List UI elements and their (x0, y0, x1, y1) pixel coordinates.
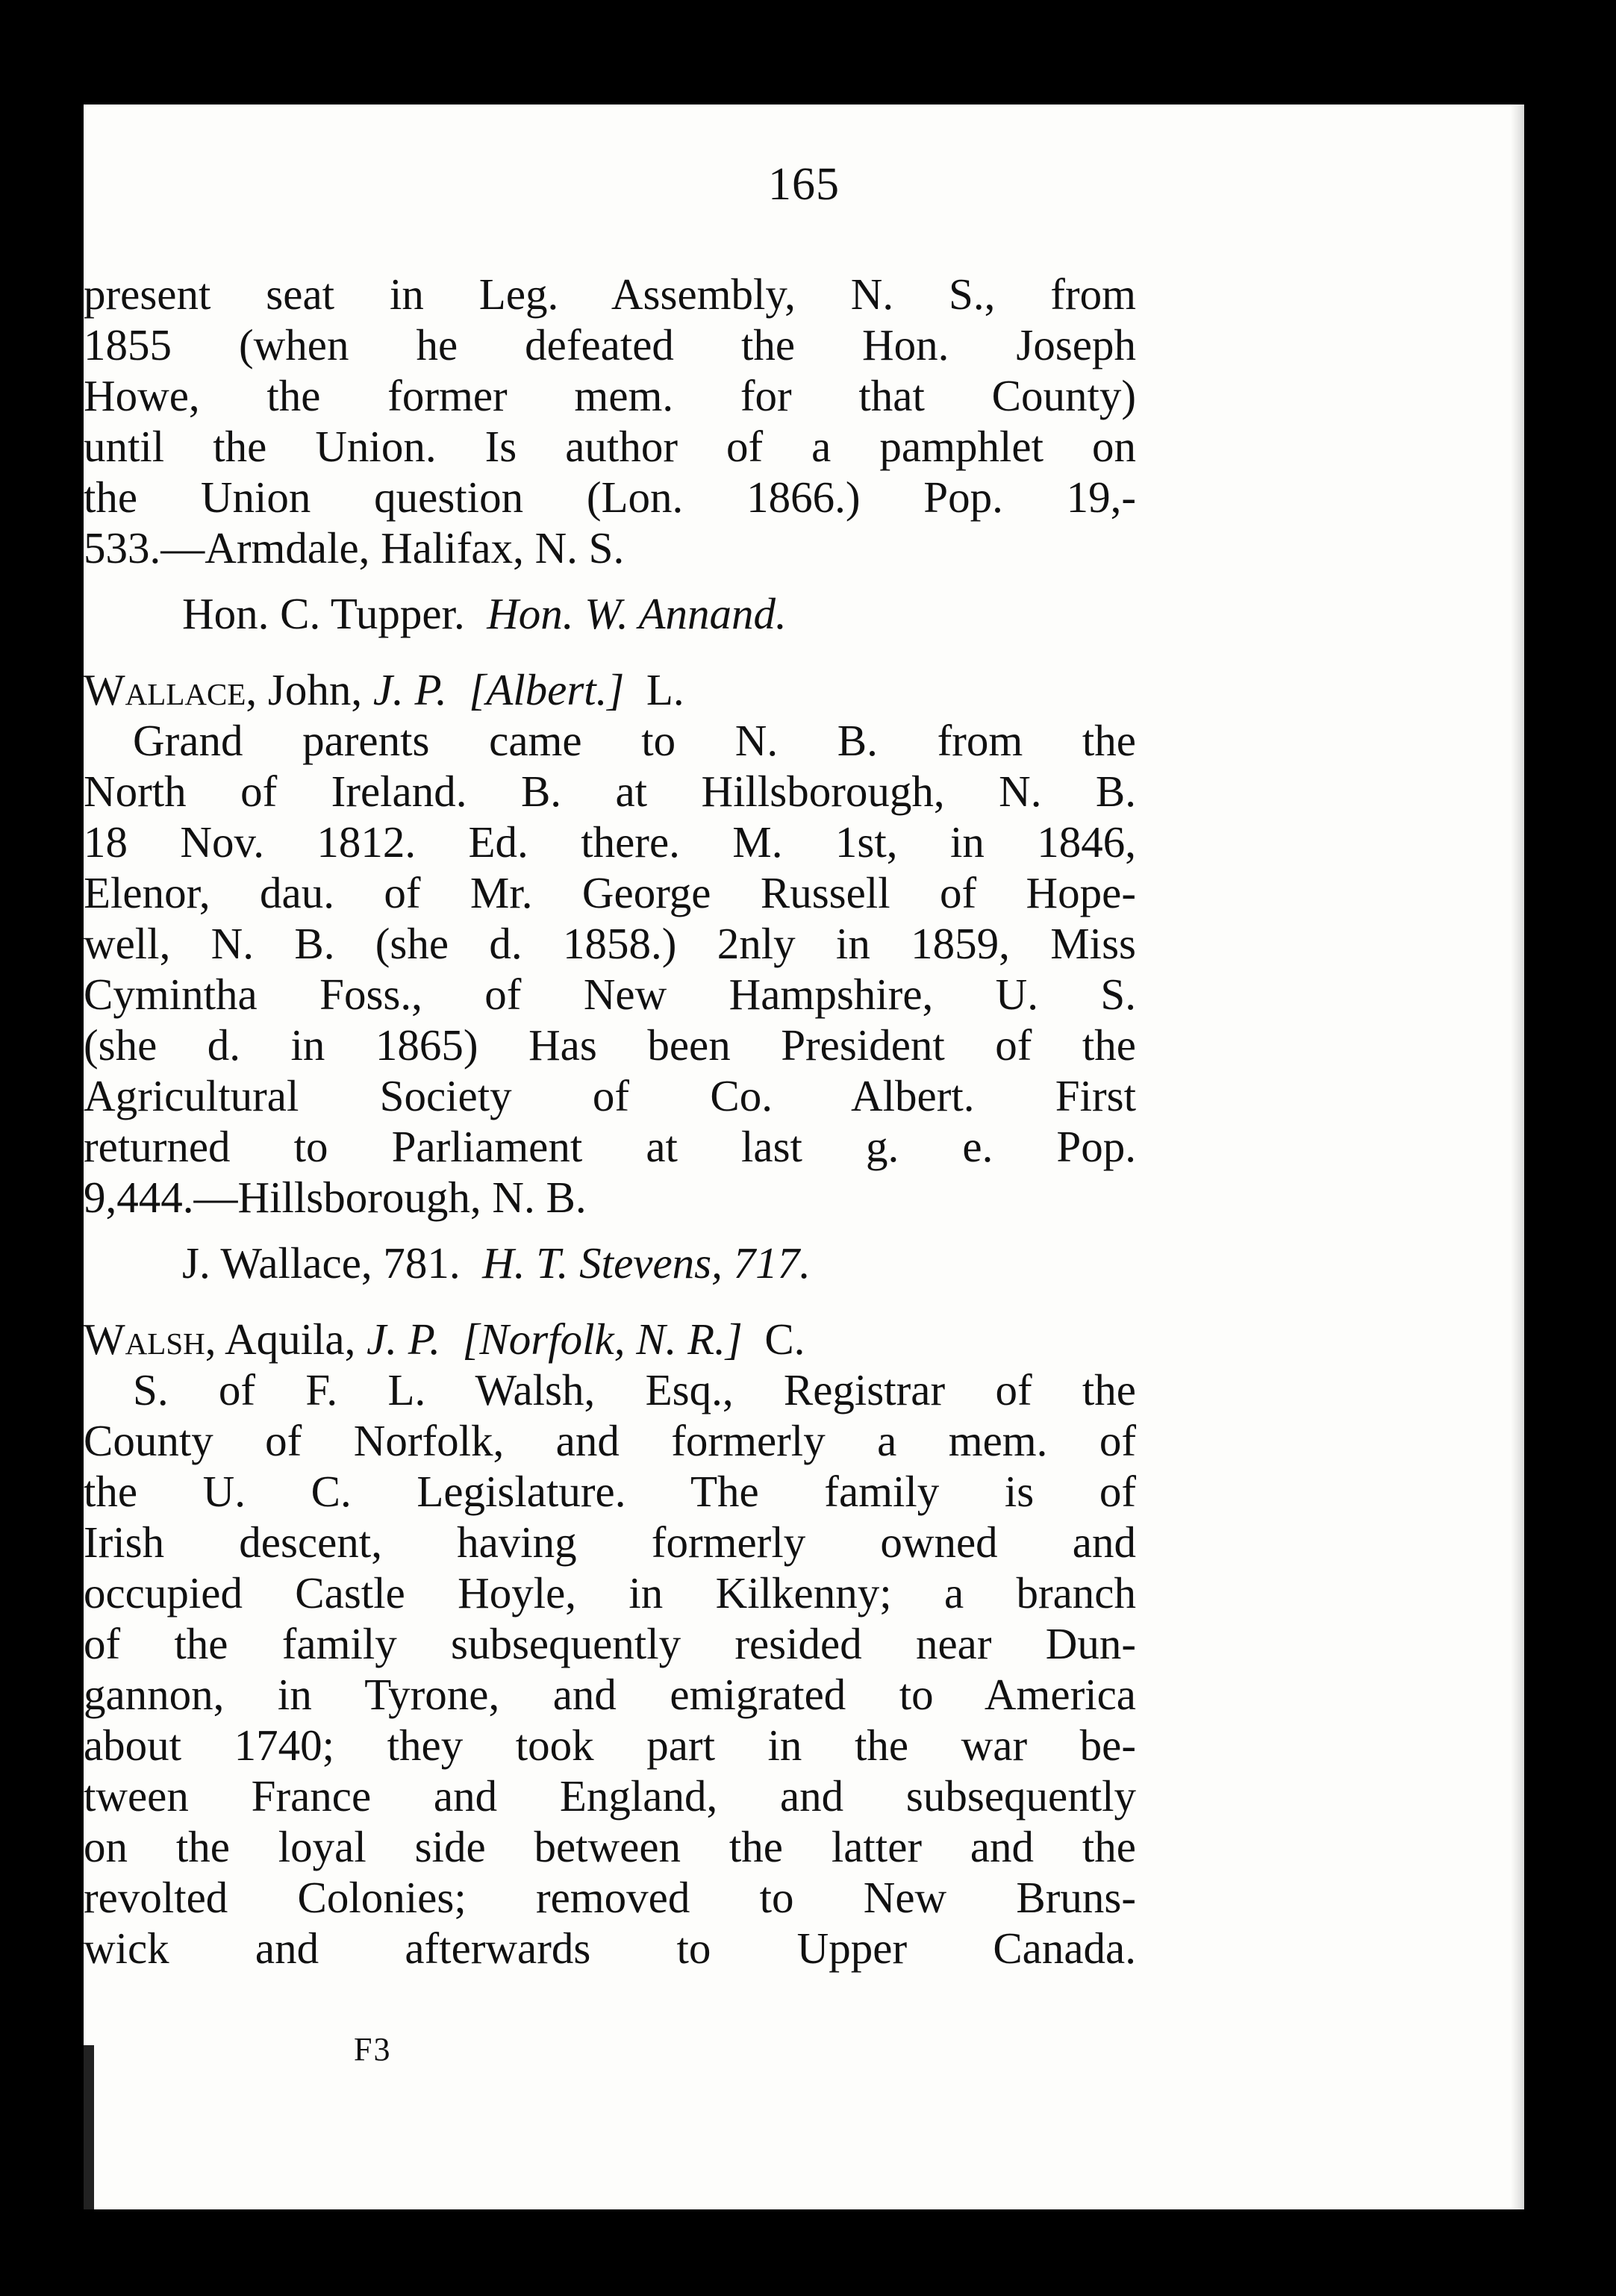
text-line: Agricultural Society of Co. Albert. First (84, 1071, 1136, 1120)
text-line: until the Union. Is author of a pamphlet on (84, 422, 1136, 471)
election-credit (84, 588, 1136, 639)
entry-surname: Walsh (84, 1314, 205, 1364)
text-line: North of Ireland. B. at Hillsborough, N. B. (84, 767, 1136, 816)
entry-title: J. P. (366, 1314, 440, 1364)
entry-party: L. (646, 665, 684, 714)
entry-surname: Wallace (84, 665, 246, 714)
text-line: the Union question (Lon. 1866.) Pop. 19,- (84, 472, 1136, 522)
entry-party: C. (764, 1314, 805, 1364)
credit-opponent: H. T. Stevens, 717. (482, 1238, 811, 1288)
text-line: Howe, the former mem. for that County) (84, 371, 1136, 420)
text-line: gannon, in Tyrone, and emigrated to America (84, 1670, 1136, 1719)
text-line: present seat in Leg. Assembly, N. S., from (84, 269, 1136, 319)
text-line: revolted Colonies; removed to New Bruns- (84, 1873, 1136, 1922)
text-line: S. of F. L. Walsh, Esq., Registrar of the (133, 1365, 1136, 1414)
text-line: 533.—Armdale, Halifax, N. S. (84, 523, 625, 573)
text-line: tween France and England, and subsequently (84, 1771, 1136, 1821)
text-line: 1855 (when he defeated the Hon. Joseph (84, 320, 1136, 369)
entry-heading (84, 1314, 1136, 1364)
election-credit (84, 1238, 1136, 1288)
entry-heading (84, 664, 1136, 715)
text-line: County of Norfolk, and formerly a mem. of (84, 1416, 1136, 1465)
book-page (84, 104, 1524, 2209)
text-line: Elenor, dau. of Mr. George Russell of Hope- (84, 868, 1136, 917)
text-line: well, N. B. (she d. 1858.) 2nly in 1859, Miss (84, 919, 1136, 968)
entry-title: J. P. (372, 665, 447, 714)
text-line: of the family subsequently resided near Dun- (84, 1619, 1136, 1668)
entry-wallace (84, 664, 1136, 1288)
text-line: Cymintha Foss., of New Hampshire, U. S. (84, 970, 1136, 1019)
entry-constituency: [Albert.] (469, 665, 625, 714)
binding-edge (84, 2045, 94, 2209)
text-line: occupied Castle Hoyle, in Kilkenny; a branch (84, 1568, 1136, 1618)
text-line: returned to Parliament at last g. e. Pop. (84, 1122, 1136, 1171)
text-line: 9,444.—Hillsborough, N. B. (84, 1173, 587, 1222)
text-line: Irish descent, having formerly owned and (84, 1517, 1136, 1567)
text-line: 18 Nov. 1812. Ed. there. M. 1st, in 1846, (84, 817, 1136, 867)
entry-forename: , Aquila, (205, 1314, 356, 1364)
entry-walsh (84, 1314, 1136, 1974)
signature-mark: F3 (354, 2031, 392, 2068)
text-line: the U. C. Legislature. The family is of (84, 1467, 1136, 1516)
text-line: about 1740; they took part in the war be- (84, 1721, 1136, 1770)
credit-previous: Hon. C. Tupper. (182, 589, 465, 638)
page-number: 165 (768, 159, 840, 210)
credit-opponent: Hon. W. Annand. (487, 589, 787, 638)
entry-continuation (84, 269, 1136, 639)
entry-forename: , John, (246, 665, 363, 714)
page-text (84, 269, 1136, 1974)
text-line: (she d. in 1865) Has been President of the (84, 1020, 1136, 1070)
text-line: Grand parents came to N. B. from the (133, 716, 1136, 765)
text-line: on the loyal side between the latter and the (84, 1822, 1136, 1871)
entry-constituency: [Norfolk, N. R.] (462, 1314, 743, 1364)
text-line: wick and afterwards to Upper Canada. (84, 1924, 1136, 1973)
credit-member: J. Wallace, 781. (182, 1238, 461, 1288)
